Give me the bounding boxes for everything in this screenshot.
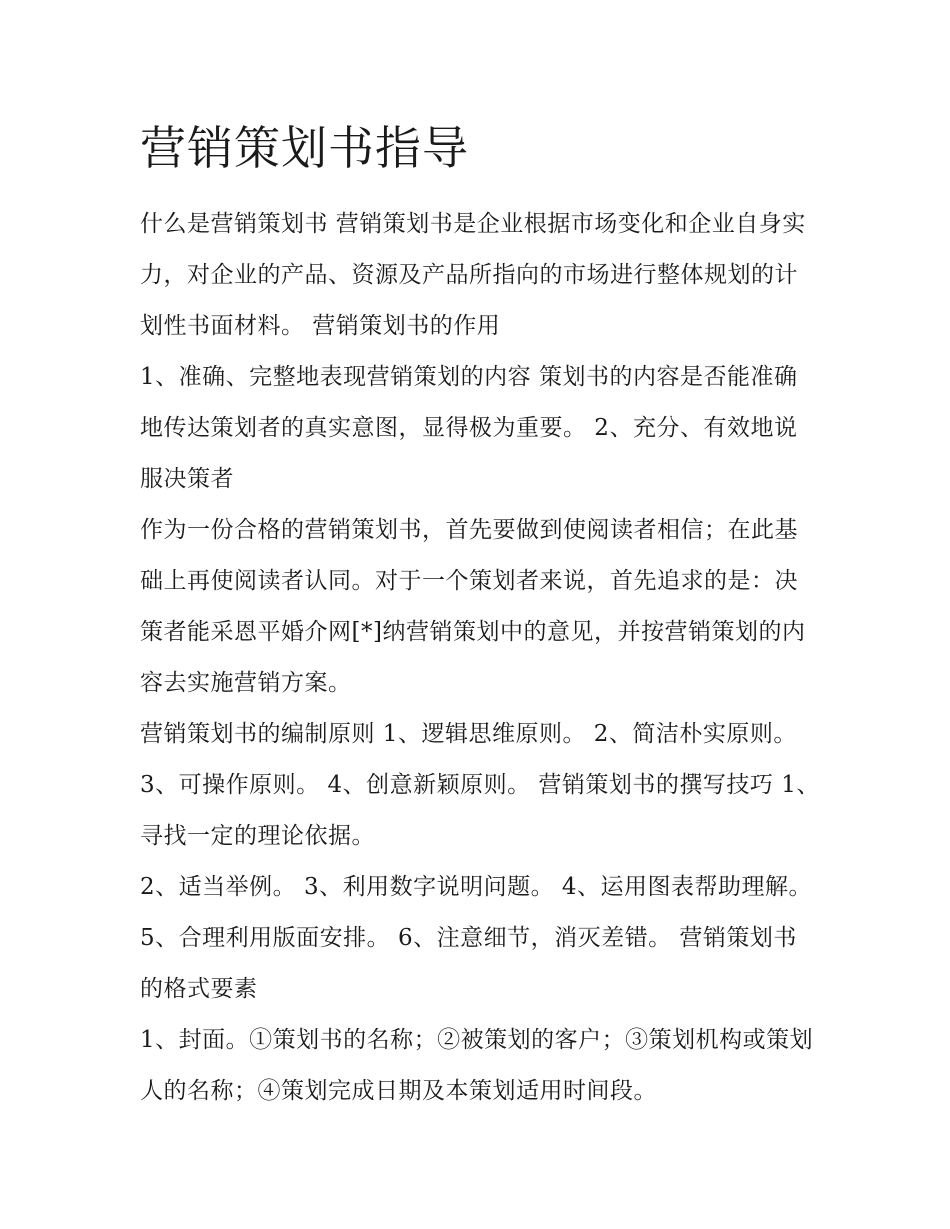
- paragraph-techniques: 2、适当举例。 3、利用数字说明问题。 4、运用图表帮助理解。 5、合理利用版面安排。 6、注意细节，消灭差错。 营销策划书的格式要素: [140, 874, 813, 1002]
- paragraph-definition: 什么是营销策划书 营销策划书是企业根据市场变化和企业自身实力，对企业的产品、资源及产品所指向的市场进行整体规划的计划性书面材料。 营销策划书的作用: [140, 211, 806, 339]
- document-body: [140, 199, 820, 1117]
- paragraph-purpose: 1、准确、完整地表现营销策划的内容 策划书的内容是否能准确地传达策划者的真实意图，显得极为重要。 2、充分、有效地说服决策者: [140, 364, 798, 492]
- paragraph-persuasion: 作为一份合格的营销策划书，首先要做到使阅读者相信；在此基础上再使阅读者认同。对于一个策划者来说，首先追求的是：决策者能采恩平婚介网[*]纳营销策划中的意见，并按营销策划的内容去实施营销方案。: [140, 517, 806, 696]
- paragraph-principles: 营销策划书的编制原则 1、逻辑思维原则。 2、简洁朴实原则。 3、可操作原则。 4、创意新颖原则。 营销策划书的撰写技巧 1、寻找一定的理论依据。: [140, 721, 820, 849]
- paragraph-cover: 1、封面。①策划书的名称；②被策划的客户；③策划机构或策划人的名称；④策划完成日期及本策划适用时间段。: [140, 1027, 814, 1104]
- page-title: 营销策划书指导: [140, 121, 469, 175]
